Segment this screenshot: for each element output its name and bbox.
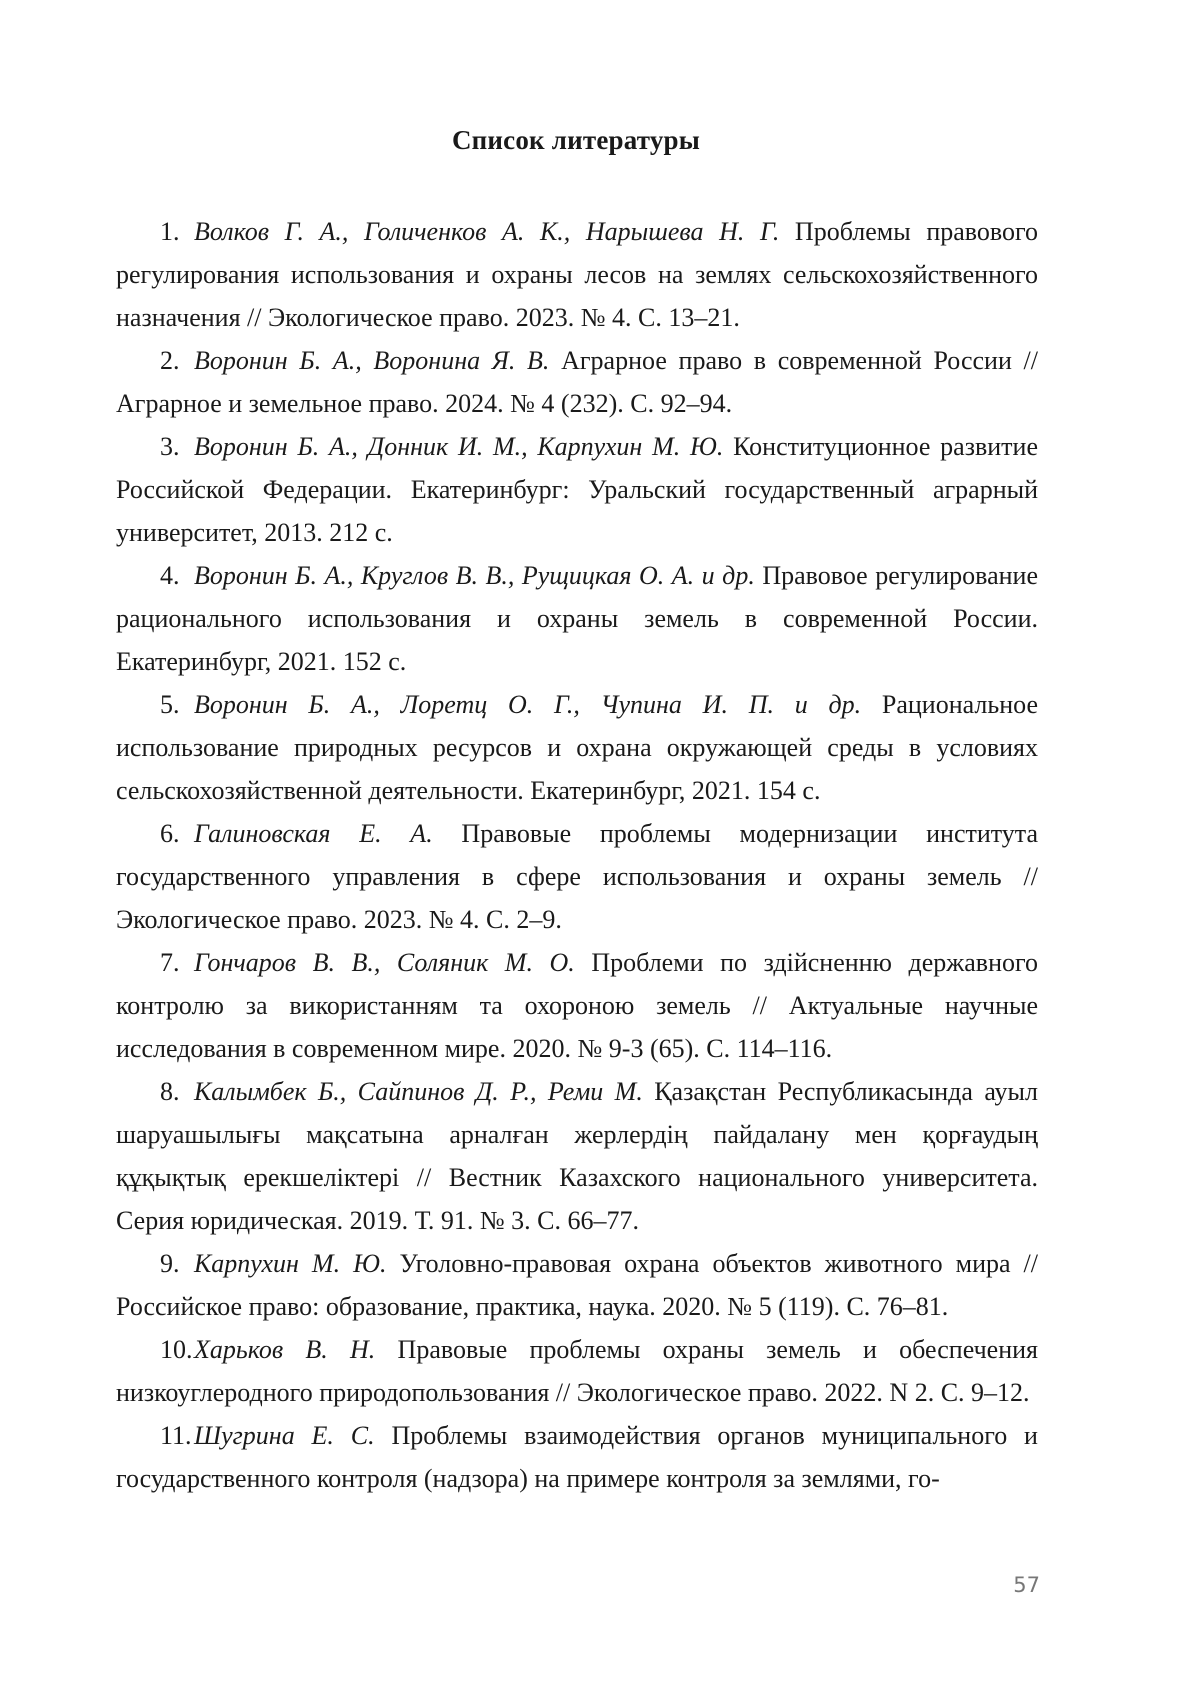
- reference-text: Конституционное развитие Российской Федерации. Екатеринбург: Уральский государственный аграрный университет, 2013. 212 с.: [116, 432, 1038, 547]
- page-number: 57: [1000, 1573, 1040, 1597]
- reference-number: 10.: [160, 1328, 194, 1371]
- reference-text: Проблеми по здійсненню державного контролю за використанням та охороною земель // Актуальные научные исследования в современном мире. 2020. № 9-3 (65). С. 114–116.: [116, 948, 1038, 1063]
- reference-item-11: [116, 1414, 1038, 1500]
- reference-item-9: [116, 1242, 1038, 1328]
- reference-item-10: [116, 1328, 1038, 1414]
- reference-text: Проблемы правового регулирования использования и охраны лесов на землях сельскохозяйственного назначения // Экологическое право. 2023. № 4. С. 13–21.: [116, 217, 1038, 332]
- reference-number: 5.: [160, 683, 194, 726]
- reference-list: [116, 210, 1038, 1500]
- reference-number: 2.: [160, 339, 194, 382]
- reference-item-6: [116, 812, 1038, 941]
- reference-text: Правовые проблемы модернизации института государственного управления в сфере использования и охраны земель // Экологическое право. 2023. № 4. С. 2–9.: [116, 819, 1038, 934]
- reference-text: Правовые проблемы охраны земель и обеспечения низкоуглеродного природопользования // Экологическое право. 2022. N 2. С. 9–12.: [116, 1335, 1038, 1407]
- reference-authors: Волков Г. А., Голиченков А. К., Нарышева Н. Г.: [194, 217, 779, 246]
- reference-authors: Галиновская Е. А.: [194, 819, 433, 848]
- reference-authors: Шугрина Е. С.: [194, 1421, 375, 1450]
- reference-authors: Калымбек Б., Сайпинов Д. Р., Реми М.: [194, 1077, 643, 1106]
- reference-number: 11.: [160, 1414, 194, 1457]
- reference-authors: Воронин Б. А., Круглов В. В., Рущицкая О. А. и др.: [194, 561, 755, 590]
- reference-authors: Харьков В. Н.: [194, 1335, 375, 1364]
- reference-authors: Гончаров В. В., Соляник М. О.: [194, 948, 575, 977]
- reference-authors: Воронин Б. А., Лоретц О. Г., Чупина И. П. и др.: [194, 690, 861, 719]
- reference-number: 1.: [160, 210, 194, 253]
- reference-authors: Воронин Б. А., Донник И. М., Карпухин М. Ю.: [194, 432, 723, 461]
- reference-item-4: [116, 554, 1038, 683]
- reference-number: 8.: [160, 1070, 194, 1113]
- reference-item-3: [116, 425, 1038, 554]
- reference-item-2: [116, 339, 1038, 425]
- document-page: [0, 0, 1200, 1697]
- reference-text: Қазақстан Республикасында ауыл шаруашылығы мақсатына арналған жерлердің пайдалану мен қорғаудың құқықтық ерекшеліктері // Вестник Казахского национального университета. Серия юридическая. 2019. Т. 91. № 3. С. 66–77.: [116, 1077, 1038, 1235]
- reference-number: 6.: [160, 812, 194, 855]
- reference-text: Рациональное использование природных ресурсов и охрана окружающей среды в условиях сельскохозяйственной деятельности. Екатеринбург, 2021. 154 с.: [116, 690, 1038, 805]
- reference-text: Уголовно-правовая охрана объектов животного мира // Российское право: образование, практика, наука. 2020. № 5 (119). С. 76–81.: [116, 1249, 1038, 1321]
- page-title: Список литературы: [0, 125, 1152, 156]
- reference-authors: Воронин Б. А., Воронина Я. В.: [194, 346, 549, 375]
- reference-number: 9.: [160, 1242, 194, 1285]
- reference-item-8: [116, 1070, 1038, 1242]
- reference-item-7: [116, 941, 1038, 1070]
- reference-number: 3.: [160, 425, 194, 468]
- reference-authors: Карпухин М. Ю.: [194, 1249, 386, 1278]
- reference-item-5: [116, 683, 1038, 812]
- reference-text: Проблемы взаимодействия органов муниципального и государственного контроля (надзора) на примере контроля за землями, го-: [116, 1421, 1038, 1493]
- reference-number: 7.: [160, 941, 194, 984]
- reference-number: 4.: [160, 554, 194, 597]
- reference-text: Правовое регулирование рационального использования и охраны земель в современной России. Екатеринбург, 2021. 152 с.: [116, 561, 1038, 676]
- reference-text: Аграрное право в современной России // Аграрное и земельное право. 2024. № 4 (232). С. 92–94.: [116, 346, 1038, 418]
- reference-item-1: [116, 210, 1038, 339]
